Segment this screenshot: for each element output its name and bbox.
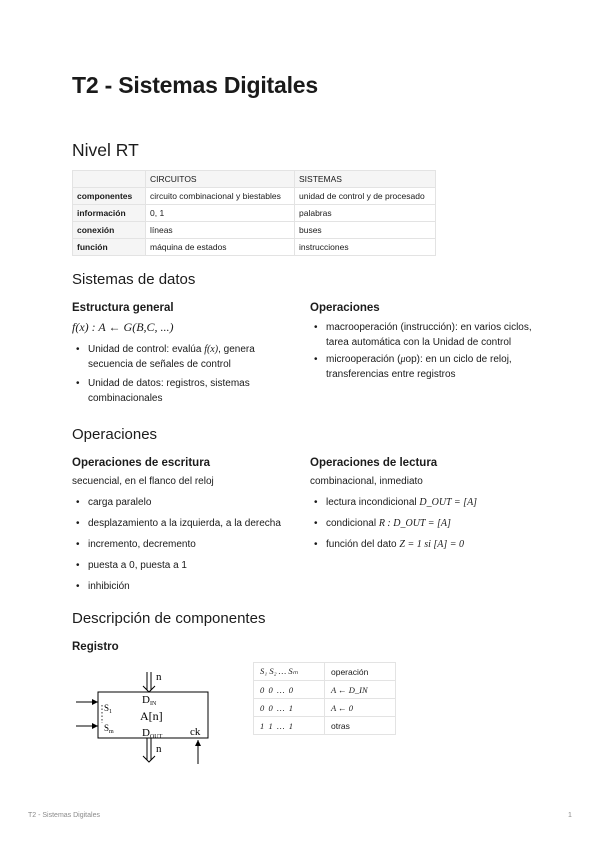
table-cell: instrucciones [295, 239, 436, 256]
table-cell: líneas [146, 222, 295, 239]
list-item: • microoperación (μop): en un ciclo de reloj, transferencias entre registros [310, 352, 535, 382]
table-cell: 1 1 … 1 [254, 717, 325, 735]
sm-label: $S_m$ [104, 723, 114, 735]
dout-label: DOUT [142, 727, 163, 740]
lectura-subtitle: combinacional, inmediato [310, 476, 423, 487]
bus-width-label-top: n [156, 671, 162, 683]
table-header-cell: operación [325, 663, 396, 681]
footer-title: T2 - Sistemas Digitales [28, 812, 100, 819]
input-bus-arrow-icon [143, 686, 155, 692]
table-header-cell: SISTEMAS [295, 171, 436, 188]
section-heading-descripcion: Descripción de componentes [72, 610, 266, 627]
list-item: • inhibición [72, 579, 302, 594]
operaciones-sub-list [310, 320, 535, 382]
escritura-subtitle: secuencial, en el flanco del reloj [72, 476, 214, 487]
list-item: • incremento, decremento [72, 537, 302, 552]
table-cell: otras [325, 717, 396, 735]
table-cell: buses [295, 222, 436, 239]
section-heading-sistemas-datos: Sistemas de datos [72, 271, 196, 288]
page-title: T2 - Sistemas Digitales [72, 72, 318, 98]
clock-label: ck [190, 726, 201, 738]
lectura-list [310, 495, 540, 552]
table-cell: 0 0 … 1 [254, 699, 325, 717]
escritura-heading: Operaciones de escritura [72, 457, 211, 469]
output-bus-arrow-icon [143, 756, 155, 762]
row-label: información [73, 205, 146, 222]
list-item: • función del dato Z = 1 si [A] = 0 [310, 537, 540, 552]
register-name-label: A[n] [140, 709, 163, 723]
table-row [254, 699, 396, 717]
nivel-rt-table [72, 170, 436, 256]
estructura-list [72, 342, 302, 406]
section-heading-operaciones: Operaciones [72, 426, 158, 443]
clock-arrow-icon [195, 740, 201, 746]
table-cell: unidad de control y de procesado [295, 188, 436, 205]
list-item: • macrooperación (instrucción): en varios ciclos, tarea automática con la Unidad de control [310, 320, 535, 350]
row-label: función [73, 239, 146, 256]
table-header-cell: CIRCUITOS [146, 171, 295, 188]
table-row [73, 188, 436, 205]
table-cell: palabras [295, 205, 436, 222]
din-label: DIN [142, 694, 157, 707]
table-row [73, 239, 436, 256]
lectura-heading: Operaciones de lectura [310, 457, 438, 469]
table-header-row [254, 663, 396, 681]
estructura-formula: f(x) : A ← G(B,C, ...) [72, 320, 174, 334]
table-header-row [73, 171, 436, 188]
row-label: conexión [73, 222, 146, 239]
register-operation-table [253, 662, 396, 735]
table-cell: 0, 1 [146, 205, 295, 222]
list-item: • carga paralelo [72, 495, 302, 510]
table-header-cell [73, 171, 146, 188]
table-row [73, 205, 436, 222]
table-cell: A ← 0 [325, 699, 396, 717]
list-item: • desplazamiento a la izquierda, a la derecha [72, 516, 302, 531]
list-item: • condicional R : D_OUT = [A] [310, 516, 540, 531]
estructura-heading: Estructura general [72, 302, 174, 314]
registro-heading: Registro [72, 641, 119, 653]
table-cell: máquina de estados [146, 239, 295, 256]
section-heading-nivel-rt: Nivel RT [72, 140, 139, 160]
table-row [254, 717, 396, 735]
row-label: componentes [73, 188, 146, 205]
escritura-list [72, 495, 302, 594]
table-cell: 0 0 … 0 [254, 681, 325, 699]
control-arrow-icon [92, 699, 98, 705]
list-item: • puesta a 0, puesta a 1 [72, 558, 302, 573]
table-row [254, 681, 396, 699]
list-item: • lectura incondicional D_OUT = [A] [310, 495, 540, 510]
table-header-cell: S₁ S₂ … Sₘ [254, 663, 325, 681]
register-diagram [72, 668, 232, 766]
operaciones-sub-heading: Operaciones [310, 302, 380, 314]
list-item: • Unidad de datos: registros, sistemas combinacionales [72, 376, 302, 406]
table-cell: A ← D_IN [325, 681, 396, 699]
bus-width-label-bottom: n [156, 743, 162, 755]
table-cell: circuito combinacional y biestables [146, 188, 295, 205]
page-number: 1 [568, 812, 572, 819]
list-item: • Unidad de control: evalúa f(x), genera secuencia de señales de control [72, 342, 302, 372]
s1-label: $S_1$ [104, 703, 113, 715]
table-row [73, 222, 436, 239]
control-arrow-icon [92, 723, 98, 729]
